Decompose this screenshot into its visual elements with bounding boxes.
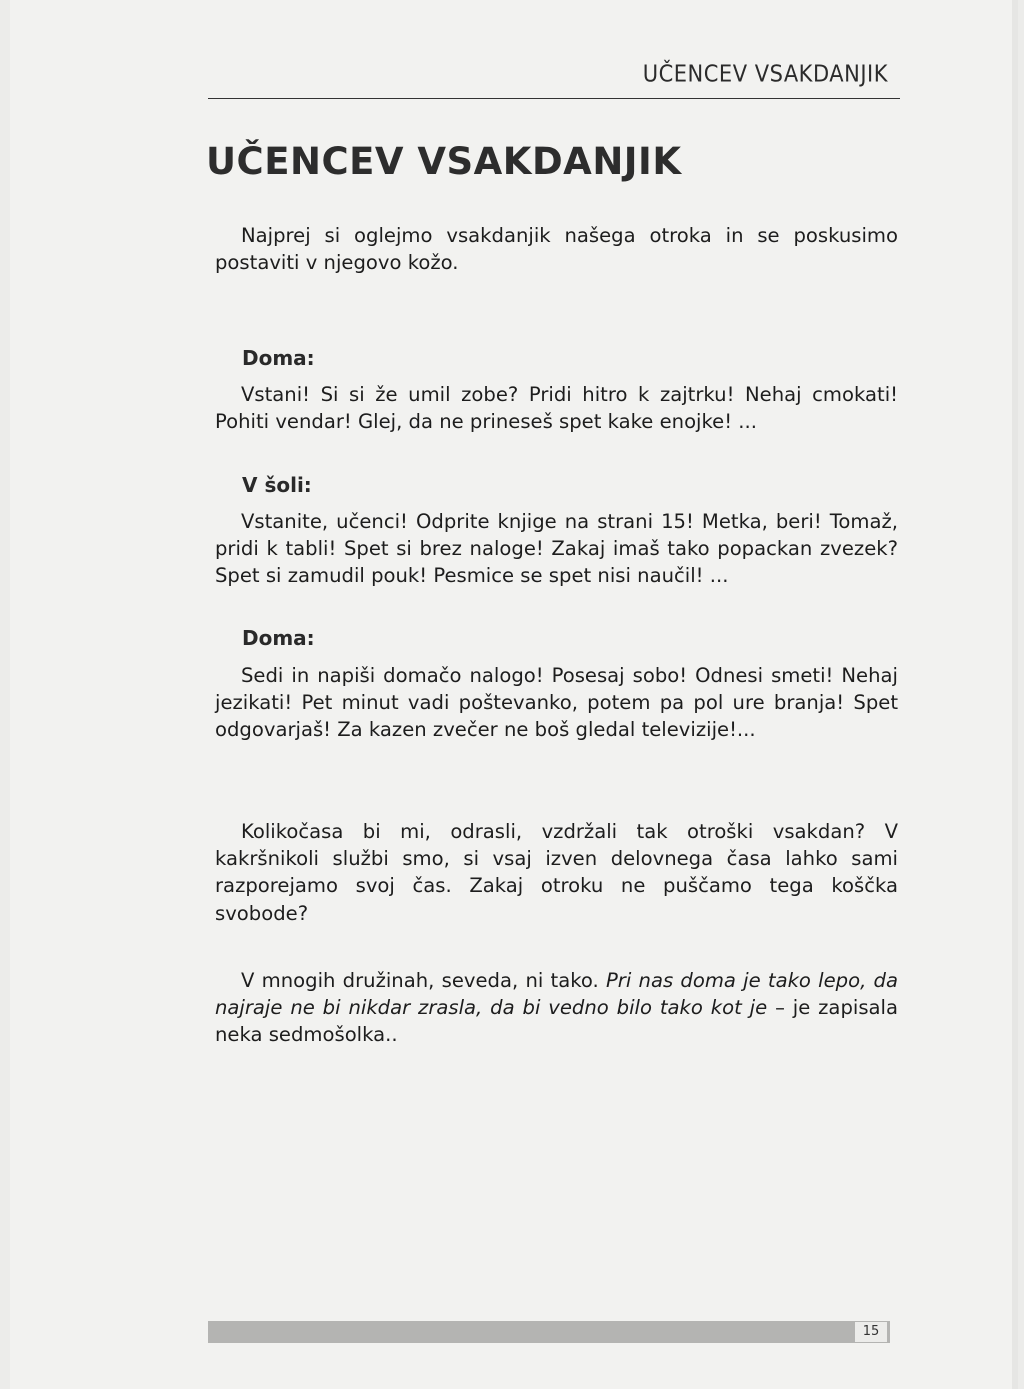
section-heading-home-2: Doma: — [242, 626, 315, 650]
footer-bar — [208, 1321, 890, 1343]
section-text-home-2: Sedi in napiši domačo nalogo! Posesaj sobo! Odnesi smeti! Nehaj jezikati! Pet minut vadi poštevanko, potem pa pol ure branja! Spet odgovarjaš! Za kazen zvečer ne boš gledal televizije!... — [215, 664, 898, 742]
intro-paragraph: Najprej si oglejmo vsakdanjik našega otroka in se poskusimo postaviti v njegovo kožo. — [215, 224, 898, 275]
page-number: 15 — [855, 1322, 887, 1342]
page — [10, 0, 1018, 1389]
student-quote: Pri nas doma je tako lepo, da najraje ne bi nikdar zrasla, da bi vedno bilo tako kot je — [215, 969, 898, 1020]
section-heading-home-1: Doma: — [242, 346, 315, 370]
scan-edge — [1012, 0, 1018, 1389]
section-heading-school: V šoli: — [242, 473, 312, 497]
paragraph-families-start: V mnogih družinah, seveda, ni tako. — [241, 969, 606, 992]
section-text-home-1: Vstani! Si si že umil zobe? Pridi hitro k zajtrku! Nehaj cmokati! Pohiti vendar! Glej, da ne prineseš spet kake enojke! ... — [215, 383, 898, 434]
paragraph-families — [215, 967, 898, 1049]
header-rule — [208, 98, 900, 99]
paragraph-families-end: – je zapisala neka sedmošolka.. — [215, 996, 898, 1047]
running-header: UČENCEV VSAKDANJIK — [642, 60, 888, 88]
section-text-school: Vstanite, učenci! Odprite knjige na strani 15! Metka, beri! Tomaž, pridi k tabli! Spet si brez naloge! Zakaj imaš tako popackan zvezek? Spet si zamudil pouk! Pesmice se spet nisi naučil! ... — [215, 510, 898, 588]
paragraph-childhood-freedom: Kolikočasa bi mi, odrasli, vzdržali tak otroški vsakdan? V kakršnikoli službi smo, si vsaj izven delovnega časa lahko sami razporejamo svoj čas. Zakaj otroku ne puščamo tega koščka svobode? — [215, 820, 898, 925]
page-title: UČENCEV VSAKDANJIK — [206, 140, 682, 183]
